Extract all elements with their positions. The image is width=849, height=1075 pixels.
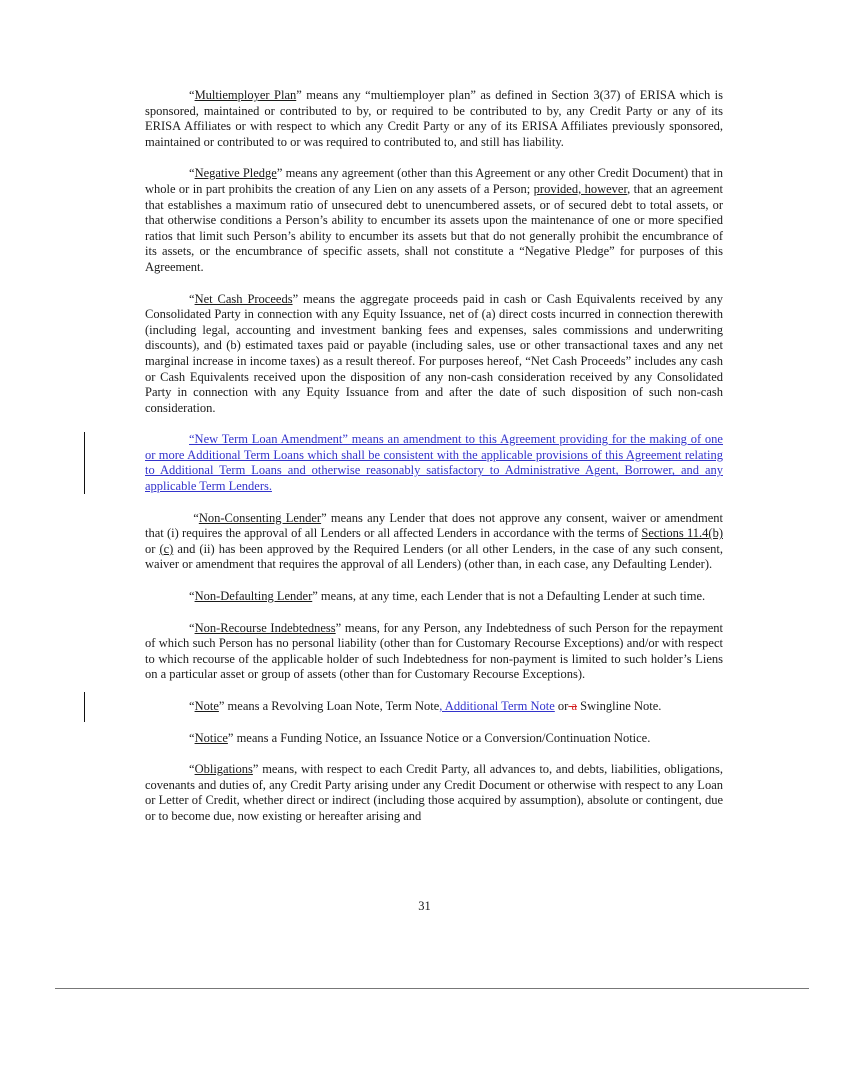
definition-text: ” means, at any time, each Lender that is not a Defaulting Lender at such time.: [312, 589, 706, 604]
definition-text: ” means any agreement (other than this Agreement or any other Credit Document) that in whole or in part prohibits the creation of any Lien on any assets of a Person;: [145, 166, 723, 196]
proviso-phrase: provided, however: [533, 181, 628, 196]
definition-non-recourse-indebtedness: [145, 621, 723, 683]
definition-new-term-loan-amendment: [145, 432, 723, 494]
section-reference: Sections 11.4(b): [641, 526, 723, 541]
definition-text: ” means, for any Person, any Indebtedness of such Person for the repayment of which such Person has no personal liability (other than for Customary Recourse Exceptions) and/or with respect to which recourse of the applicable holder of such Indebtedness for non-payment is limited to such holder’s Liens on a particular asset or group of assets (other than for Customary Recourse Exceptions).: [145, 620, 723, 682]
open-quote: “: [189, 88, 195, 102]
definition-text: ” means, with respect to each Credit Party, all advances to, and debts, liabilities, obligations, covenants and duties of, any Credit Party arising under any Credit Document or otherwise with respect to any Loan or Letter of Credit, whether direct or indirect (including those acquired by assumption), absolute or contingent, due or to become due, now existing or hereafter arising and: [145, 762, 723, 823]
inserted-text: “New Term Loan Amendment” means an amendment to this Agreement providing for the making of one or more Additional Term Loans which shall be consistent with the applicable provisions of this Agreement relating to Additional Term Loans and otherwise reasonably satisfactory to Administrative Agent, Borrower, and any applicable Term Lenders.: [145, 432, 723, 494]
defined-term: Non-Consenting Lender: [198, 510, 322, 525]
open-quote: “: [189, 589, 195, 604]
section-reference: (c): [159, 541, 174, 556]
open-quote: “: [189, 166, 195, 181]
definition-non-defaulting-lender: [145, 589, 723, 605]
definition-multiemployer-plan: [145, 88, 723, 150]
definition-note: [145, 699, 723, 715]
definition-text: or: [554, 699, 569, 713]
definition-obligations: [145, 762, 723, 824]
definition-negative-pledge: [145, 166, 723, 275]
change-bar: [84, 432, 85, 494]
defined-term: Net Cash Proceeds: [194, 291, 293, 306]
defined-term: Notice: [194, 730, 228, 745]
deleted-text: a: [568, 699, 578, 713]
defined-term: Non-Recourse Indebtedness: [194, 620, 336, 635]
inserted-text: , Additional Term Note: [439, 699, 555, 713]
open-quote: “: [189, 762, 195, 777]
page-bottom-rule: [55, 988, 809, 989]
definition-non-consenting-lender: [145, 511, 723, 573]
definition-text: Swingline Note.: [577, 699, 662, 713]
definition-text: , that an agreement that establishes a maximum ratio of unsecured debt to unencumbered assets, or of secured debt to total assets, or that otherwise conditions a Person’s ability to encumber its assets upon the maintenance of one or more specified ratios that limit such Person’s ability to encumber its assets but that do not generally prohibit the encumbrance of its assets, or the encumbrance of specific assets, shall not constitute a “Negative Pledge” for purposes of this Agreement.: [145, 181, 723, 274]
open-quote: “: [189, 620, 195, 635]
definition-text: and (ii) has been approved by the Required Lenders (or all other Lenders, in the case of any such consent, waiver or amendment that requires the approval of all Lenders) (other than, in each case, any Defaulting Lender).: [145, 541, 723, 572]
defined-term: Non-Defaulting Lender: [194, 589, 313, 604]
page-body: [145, 88, 723, 841]
definition-net-cash-proceeds: [145, 292, 723, 417]
open-quote: “: [189, 510, 199, 525]
definition-text: or: [145, 541, 160, 556]
defined-term: Note: [194, 699, 219, 713]
page-number: 31: [418, 899, 431, 913]
definition-text: ” means a Funding Notice, an Issuance Notice or a Conversion/Continuation Notice.: [227, 730, 651, 745]
defined-term: Multiemployer Plan: [194, 88, 297, 102]
definition-notice: [145, 731, 723, 747]
open-quote: “: [189, 730, 195, 745]
open-quote: “: [189, 291, 195, 306]
definition-text: ” means any “multiemployer plan” as defined in Section 3(37) of ERISA which is sponsored, maintained or contributed to by, or required to be contributed to by, any Credit Party or any of its ERISA Affiliates or with respect to which any Credit Party or any of its ERISA Affiliates previously sponsored, maintained or contributed to or was required to contributed to, and still has liability.: [145, 88, 723, 149]
definition-text: ” means a Revolving Loan Note, Term Note: [218, 699, 440, 713]
definition-text: ” means any Lender that does not approve any consent, waiver or amendment that (i) requires the approval of all Lenders or all affected Lenders in accordance with the terms of: [145, 510, 723, 541]
change-bar: [84, 692, 85, 722]
defined-term: Obligations: [194, 762, 253, 777]
defined-term: Negative Pledge: [194, 166, 277, 181]
open-quote: “: [189, 699, 195, 713]
definition-text: ” means the aggregate proceeds paid in cash or Cash Equivalents received by any Consolidated Party in connection with any Equity Issuance, net of (a) direct costs incurred in connection therewith (including legal, accounting and investment banking fees and expenses, sales commissions and underwriting discounts), and (b) estimated taxes paid or payable (including sales, use or other transactional taxes and any net marginal increase in income taxes) as a result thereof. For purposes hereof, “Net Cash Proceeds” includes any cash or Cash Equivalents received upon the disposition of any non-cash consideration received by any Consolidated Party in connection with any Equity Issuance from and after the date of such disposition of such non-cash consideration.: [145, 291, 724, 415]
